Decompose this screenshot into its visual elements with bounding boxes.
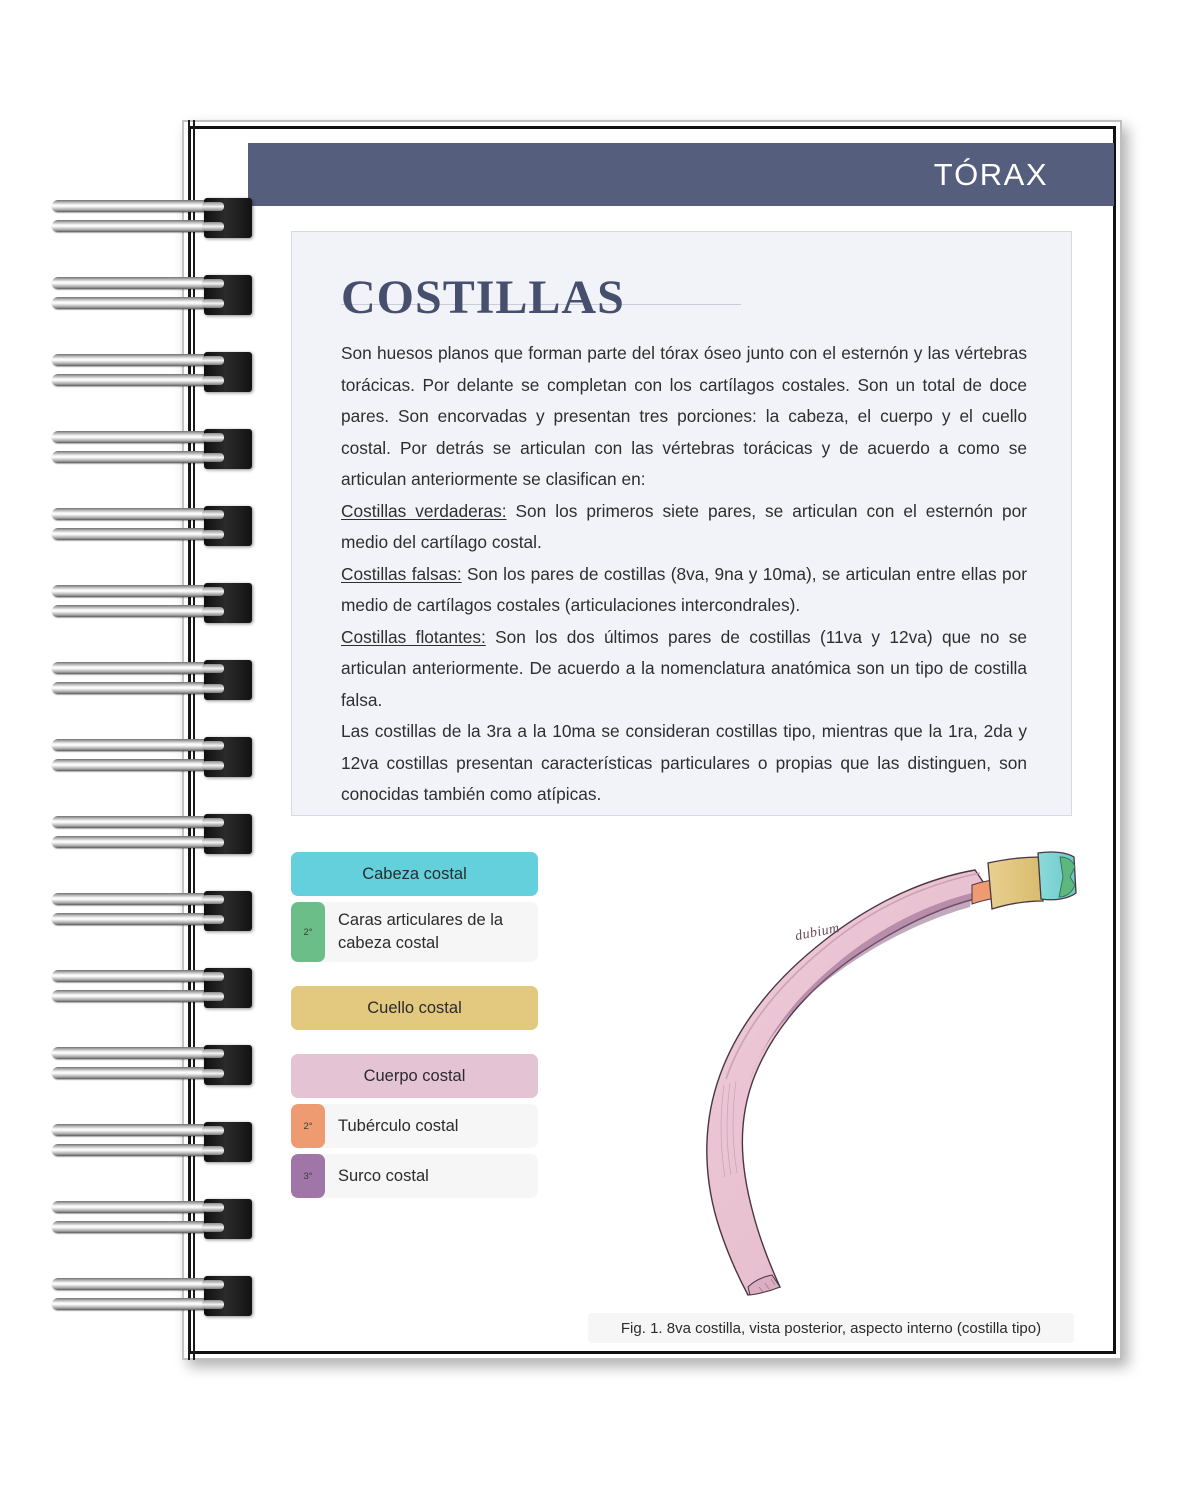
ring-notch-top: [202, 1280, 224, 1289]
legend-label: Cabeza costal: [362, 864, 467, 883]
ring-notch-bottom: [202, 1146, 224, 1155]
ring-notch-bottom: [202, 992, 224, 1001]
ring-wire-top: [52, 431, 222, 443]
definition-lead: Costillas falsas:: [341, 563, 462, 584]
binding-ring: [52, 1122, 254, 1168]
ring-wire-top: [52, 1201, 222, 1213]
ring-notch-bottom: [202, 222, 224, 231]
ring-wire-top: [52, 508, 222, 520]
binding-ring: [52, 429, 254, 475]
ring-wire-bottom: [52, 374, 222, 386]
binding-ring: [52, 583, 254, 629]
figure-caption: Fig. 1. 8va costilla, vista posterior, aspecto interno (costilla tipo): [588, 1313, 1074, 1343]
legend-color-bar: [291, 1054, 538, 1098]
definition-text: Son los primeros siete pares, se articulan con el esternón por medio del cartílago costal.: [341, 500, 1027, 552]
ring-wire-top: [52, 1124, 222, 1136]
ring-notch-top: [202, 664, 224, 673]
ring-notch-bottom: [202, 684, 224, 693]
ring-notch-top: [202, 1203, 224, 1212]
legend-item[interactable]: [291, 902, 538, 962]
ring-wire-top: [52, 200, 222, 212]
ring-notch-top: [202, 818, 224, 827]
ring-notch-top: [202, 279, 224, 288]
spiral-binding: [0, 120, 270, 1360]
rib-illustration: [620, 835, 1090, 1305]
legend-label: Cuerpo costal: [363, 1066, 466, 1085]
definition-lead: Costillas flotantes:: [341, 626, 486, 647]
ring-notch-top: [202, 972, 224, 981]
ring-notch-bottom: [202, 376, 224, 385]
ring-wire-bottom: [52, 220, 222, 232]
ring-wire-bottom: [52, 913, 222, 925]
artist-signature: dubium: [793, 920, 841, 945]
legend-sub-item: [291, 1104, 538, 1148]
legend-order-chip: 3°: [291, 1154, 325, 1198]
legend-order-chip: 2°: [291, 902, 325, 962]
rib-neck-path: [988, 857, 1043, 909]
definition-text: Son los dos últimos pares de costillas (11va y 12va) que no se articulan anteriormente. De acuerdo a la nomenclatura anatómica son un tipo de costilla falsa.: [341, 626, 1027, 710]
closing-paragraph: Las costillas de la 3ra a la 10ma se consideran costillas tipo, mientras que la 1ra, 2da y 12va costillas presentan características particulares o propias que las distinguen, son conocidas también como atípicas.: [341, 721, 1027, 804]
rib-body-path: [707, 870, 992, 1295]
binding-ring: [52, 1276, 254, 1322]
ring-notch-top: [202, 741, 224, 750]
ring-notch-top: [202, 895, 224, 904]
legend-item[interactable]: [291, 986, 538, 1030]
ring-wire-bottom: [52, 1144, 222, 1156]
ring-notch-bottom: [202, 838, 224, 847]
definition-floating-ribs: [341, 622, 1027, 717]
ring-notch-top: [202, 356, 224, 365]
binding-ring: [52, 891, 254, 937]
ring-wire-top: [52, 1047, 222, 1059]
ring-wire-bottom: [52, 1221, 222, 1233]
legend-color-bar: [291, 852, 538, 896]
binding-ring: [52, 968, 254, 1014]
ring-wire-bottom: [52, 836, 222, 848]
ring-notch-bottom: [202, 530, 224, 539]
legend-item[interactable]: [291, 1154, 538, 1198]
binding-ring: [52, 506, 254, 552]
ring-wire-top: [52, 893, 222, 905]
rib-bone-svg: [620, 835, 1090, 1305]
legend-item[interactable]: [291, 852, 538, 896]
ring-notch-top: [202, 587, 224, 596]
ring-wire-top: [52, 816, 222, 828]
ring-notch-top: [202, 202, 224, 211]
legend-group-gap: [291, 1036, 538, 1054]
ring-notch-bottom: [202, 453, 224, 462]
ring-wire-bottom: [52, 528, 222, 540]
legend-order-chip: 2°: [291, 1104, 325, 1148]
legend-label: Tubérculo costal: [338, 1116, 459, 1135]
legend-color-bar: [291, 986, 538, 1030]
ring-notch-top: [202, 510, 224, 519]
legend-label: Cuello costal: [367, 998, 462, 1017]
legend-sub-item: [291, 1154, 538, 1198]
binding-ring: [52, 352, 254, 398]
definition-true-ribs: [341, 496, 1027, 559]
ring-wire-top: [52, 1278, 222, 1290]
legend-sub-item: [291, 902, 538, 962]
legend-list: [291, 852, 538, 1204]
legend-label: Caras articulares de la cabeza costal: [338, 911, 504, 952]
definition-text: Son los pares de costillas (8va, 9na y 10ma), se articulan entre ellas por medio de cartílagos costales (articulaciones intercondrales).: [341, 563, 1027, 615]
binding-ring: [52, 814, 254, 860]
ring-notch-bottom: [202, 1223, 224, 1232]
ring-wire-top: [52, 739, 222, 751]
ring-wire-bottom: [52, 759, 222, 771]
ring-wire-top: [52, 354, 222, 366]
legend-label: Surco costal: [338, 1166, 429, 1185]
binding-ring: [52, 1199, 254, 1245]
binding-ring: [52, 1045, 254, 1091]
legend-group-gap: [291, 968, 538, 986]
ring-notch-bottom: [202, 607, 224, 616]
ring-wire-bottom: [52, 682, 222, 694]
ring-wire-top: [52, 662, 222, 674]
section-heading: [341, 271, 625, 324]
ring-notch-bottom: [202, 1300, 224, 1309]
intro-paragraph: Son huesos planos que forman parte del tórax óseo junto con el esternón y las vértebras torácicas. Por delante se completan con los cartílagos costales. Son un total de doce pares. Son encorvadas y presentan tres porciones: la cabeza, el cuerpo y el cuello costal. Por detrás se articulan con las vértebras torácicas y de acuerdo a como se articulan anteriormente se clasifican en:: [341, 343, 1027, 489]
ring-wire-top: [52, 585, 222, 597]
ring-wire-bottom: [52, 1298, 222, 1310]
ring-notch-top: [202, 1126, 224, 1135]
section-heading-text: COSTILLAS: [341, 271, 625, 324]
ring-notch-bottom: [202, 299, 224, 308]
ring-wire-top: [52, 970, 222, 982]
ring-notch-bottom: [202, 761, 224, 770]
ring-notch-bottom: [202, 915, 224, 924]
content-card: [291, 231, 1072, 816]
ring-notch-top: [202, 1049, 224, 1058]
ring-notch-top: [202, 433, 224, 442]
binding-ring: [52, 737, 254, 783]
ring-wire-bottom: [52, 451, 222, 463]
definition-false-ribs: [341, 559, 1027, 622]
binding-ring: [52, 275, 254, 321]
ring-wire-bottom: [52, 1067, 222, 1079]
ring-wire-bottom: [52, 605, 222, 617]
page-title: TÓRAX: [933, 156, 1048, 192]
page-header-bar: [248, 143, 1114, 206]
definition-lead: Costillas verdaderas:: [341, 500, 507, 521]
binding-ring: [52, 660, 254, 706]
ring-wire-bottom: [52, 297, 222, 309]
legend-item[interactable]: [291, 1104, 538, 1148]
ring-wire-top: [52, 277, 222, 289]
ring-notch-bottom: [202, 1069, 224, 1078]
legend-item[interactable]: [291, 1054, 538, 1098]
ring-wire-bottom: [52, 990, 222, 1002]
binding-ring: [52, 198, 254, 244]
